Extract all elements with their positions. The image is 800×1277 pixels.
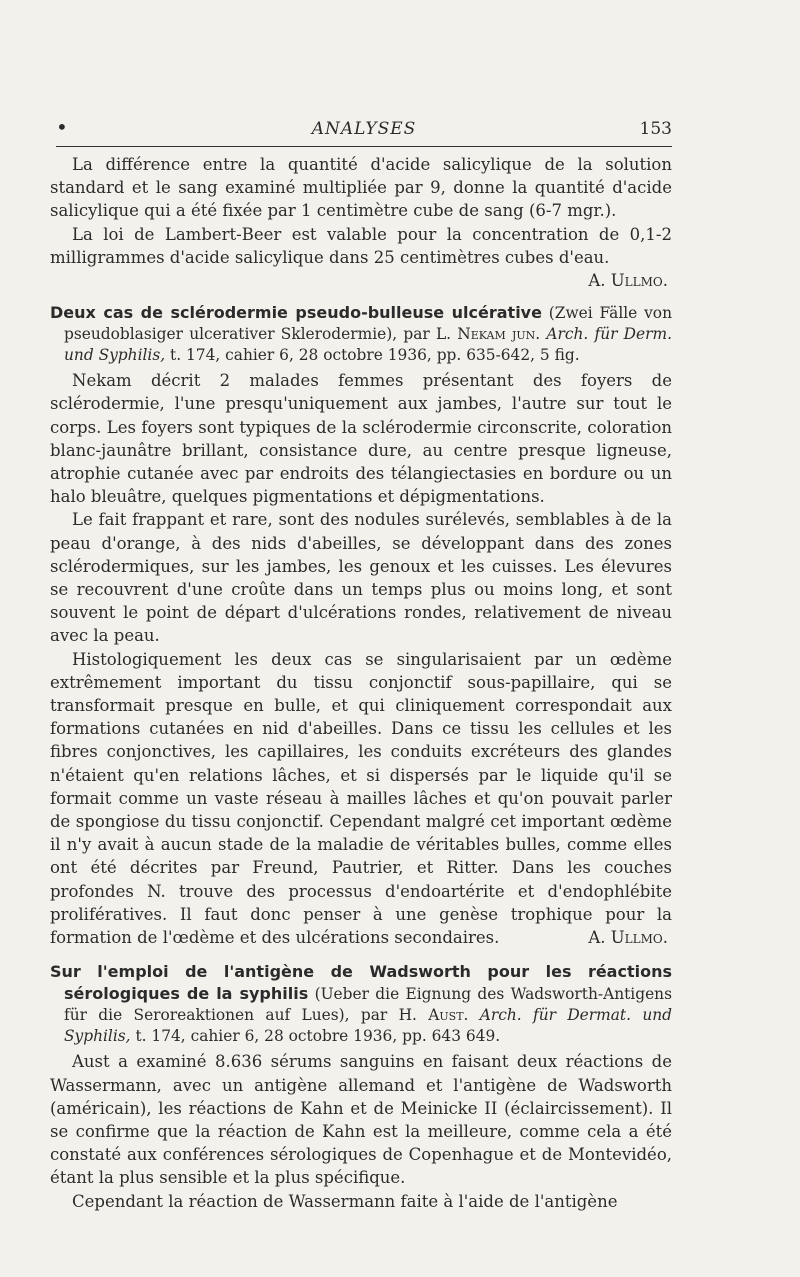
- entry-2-paragraph-2: Cependant la réaction de Wassermann faite à l'aide de l'antigène: [72, 1191, 618, 1211]
- running-title: ANALYSES: [311, 119, 417, 139]
- entry-1-heading: [50, 302, 672, 366]
- entry-2-journal: Arch. für Dermat. und Syphilis,: [64, 1006, 672, 1046]
- entry-1-paragraph-2: Le fait frappant et rare, sont des nodules surélevés, semblables à de la peau d'orange, à des nids d'abeilles, se développant dans des zones sclérodermiques, sur les jambes, les genoux et les cuisses. Les élevures se recouvrent d'une croûte dans un temps plus ou moins long, et sont souvent le point de départ d'ulcérations rondes, relativement de niveau avec la peau.: [50, 510, 672, 646]
- entry-1-ref-a: (Zwei Fälle von pseudoblasiger ulcerativer Sklerodermie), par L.: [64, 304, 672, 344]
- entry-2-author: Aust.: [428, 1006, 469, 1025]
- page-header: [56, 117, 672, 143]
- header-rule: [56, 146, 672, 147]
- entry-1-journal: Arch. für Derm. und Syphilis,: [64, 325, 672, 365]
- margin-dot: •: [56, 115, 68, 139]
- entry-1-author: Nekam jun.: [457, 325, 541, 344]
- entry-2-paragraph-1: Aust a examiné 8.636 sérums sanguins en faisant deux réactions de Wassermann, avec un antigène allemand et l'antigène de Wadsworth (américain), les réactions de Kahn et de Meinicke II (éclaircissement). Il se confirme que la réaction de Kahn est la meilleure, comme cela a été constaté aux conférences sérologiques de Copenhague et de Montevidéo, étant la plus sensible et la plus spécifique.: [50, 1052, 672, 1188]
- entry-1-paragraph-3-text: Histologiquement les deux cas se singularisaient par un œdème extrêmement important du tissu conjonctif sous-papillaire, qui se transformait presque en bulle, et qui cliniquement correspondait aux formations cutanées en nid d'abeilles. Dans ce tissu les cellules et les fibres conjonctives, les capillaires, les conduits excréteurs des glandes n'étaient qu'en relations lâches, et si dispersés par le liquide qu'il se formait comme un vaste réseau à mailles lâches et qu'on pouvait parler de spongiose du tissu conjonctif. Cependant malgré cet important œdème il n'y avait à aucun stade de la maladie de véritables bulles, comme elles ont été décrites par Freund, Pautrier, et Ritter. Dans les couches profondes N. trouve des processus d'endoartérite et d'endophlébite prolifératives. Il faut donc penser à une genèse trophique pour la formation de l'œdème et des ulcérations secondaires.: [50, 649, 672, 948]
- page-number: 153: [639, 119, 672, 139]
- intro-signature: A. Ullmo.: [588, 271, 668, 291]
- page-body: [50, 153, 672, 1213]
- entry-1-paragraph-3: [50, 648, 672, 950]
- entry-2-title: Sur l'emploi de l'antigène de Wadsworth pour les réactions sérologiques de la syphilis: [50, 962, 672, 1004]
- intro-paragraph-2: La loi de Lambert-Beer est valable pour la concentration de 0,1-2 milligrammes d'acide salicylique dans 25 centimètres cubes d'eau.: [50, 224, 672, 267]
- entry-1-signature: A. Ullmo.: [588, 928, 668, 948]
- entry-1-paragraph-1: Nekam décrit 2 malades femmes présentant des foyers de sclérodermie, l'une presqu'uniquement aux jambes, l'autre sur tout le corps. Les foyers sont typiques de la sclérodermie circonscrite, coloration blanc-jaunâtre brillant, consistance dure, au centre presque ligneuse, atrophie cutanée avec par endroits des télangiectasies en bordure ou un halo bleuâtre, quelques pigmentations et dépigmentations.: [50, 371, 672, 507]
- entry-2-ref-b: t. 174, cahier 6, 28 octobre 1936, pp. 643 649.: [130, 1027, 501, 1046]
- intro-paragraph-1: La différence entre la quantité d'acide salicylique de la solution standard et le sang examiné multipliée par 9, donne la quantité d'acide salicylique qui a été fixée par 1 centimètre cube de sang (6-7 mgr.).: [50, 155, 672, 221]
- entry-1-ref-b: t. 174, cahier 6, 28 octobre 1936, pp. 635-642, 5 fig.: [165, 346, 580, 365]
- entry-2-ref-a: (Ueber die Eignung des Wadsworth-Antigens für die Seroreaktionen auf Lues), par H.: [64, 985, 672, 1025]
- entry-2-heading: [50, 961, 672, 1047]
- entry-1-title: Deux cas de sclérodermie pseudo-bulleuse ulcérative: [50, 303, 542, 323]
